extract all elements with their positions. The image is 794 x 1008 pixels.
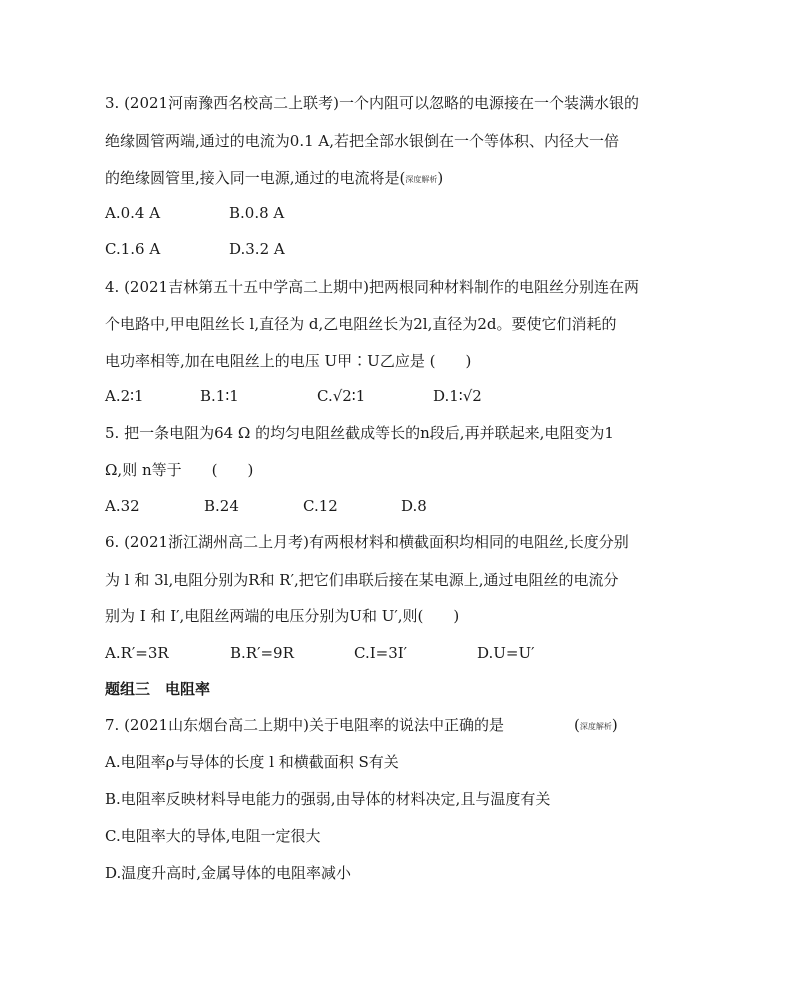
q5-line-1: 5. 把一条电阻为64 Ω 的均匀电阻丝截成等长的n段后,再并联起来,电阻变为1 — [105, 424, 614, 442]
q3-option-d: D.3.2 A — [229, 240, 285, 258]
q4-line-3: 电功率相等,加在电阻丝上的电压 U甲∶U乙应是 ( ) — [105, 352, 472, 370]
q4-line-1: 4. (2021吉林第五十五中学高二上期中)把两根同种材料制作的电阻丝分别连在两 — [105, 278, 639, 296]
q7-option-d: D.温度升高时,金属导体的电阻率减小 — [105, 864, 352, 882]
q7-line-1: 7. (2021山东烟台高二上期中)关于电阻率的说法中正确的是 — [105, 716, 504, 734]
q7-option-c: C.电阻率大的导体,电阻一定很大 — [105, 827, 321, 845]
q6-option-c: C.I=3I′ — [354, 644, 408, 662]
q4-option-b: B.1∶1 — [200, 387, 239, 405]
q5-option-b: B.24 — [204, 497, 239, 515]
q7-answer-slot — [574, 714, 618, 738]
q4-option-d: D.1∶√2 — [433, 387, 482, 405]
q7-open: ( — [574, 716, 580, 734]
q3-option-a: A.0.4 A — [105, 204, 161, 222]
q4-option-c: C.√2∶1 — [317, 387, 366, 405]
q4-option-a: A.2∶1 — [105, 387, 144, 405]
q3-line-2: 绝缘圆管两端,通过的电流为0.1 A,若把全部水银倒在一个等体积、内径大一倍 — [105, 132, 619, 150]
q6-line-3: 别为 I 和 I′,电阻丝两端的电压分别为U和 U′,则( ) — [105, 607, 460, 625]
q3-line-3-text: 的绝缘圆管里,接入同一电源,通过的电流将是( — [105, 169, 406, 187]
q3-line-1: 3. (2021河南豫西名校高二上联考)一个内阻可以忽略的电源接在一个装满水银的 — [105, 94, 639, 112]
section-heading: 题组三 电阻率 — [105, 680, 211, 698]
q5-option-c: C.12 — [303, 497, 338, 515]
q6-line-1: 6. (2021浙江湖州高二上月考)有两根材料和横截面积均相同的电阻丝,长度分别 — [105, 533, 629, 551]
q3-option-b: B.0.8 A — [229, 204, 285, 222]
q6-option-a: A.R′=3R — [105, 644, 169, 662]
q5-option-a: A.32 — [105, 497, 140, 515]
q7-tag: 深度解析 — [579, 722, 612, 731]
q3-option-c: C.1.6 A — [105, 240, 161, 258]
q3-tag: 深度解析 — [405, 175, 438, 184]
q4-line-2: 个电路中,甲电阻丝长 l,直径为 d,乙电阻丝长为2l,直径为2d。要使它们消耗的 — [105, 315, 617, 333]
q3-close: ) — [437, 169, 444, 187]
q6-line-2: 为 l 和 3l,电阻分别为R和 R′,把它们串联后接在某电源上,通过电阻丝的电流分 — [105, 571, 619, 589]
q5-line-2: Ω,则 n等于 ( ) — [105, 461, 254, 479]
q6-option-b: B.R′=9R — [230, 644, 294, 662]
q3-line-3 — [105, 167, 443, 191]
q7-option-a: A.电阻率ρ与导体的长度 l 和横截面积 S有关 — [105, 753, 399, 771]
q7-close: ) — [611, 716, 618, 734]
q7-option-b: B.电阻率反映材料导电能力的强弱,由导体的材料决定,且与温度有关 — [105, 790, 551, 808]
q6-option-d: D.U=U′ — [477, 644, 535, 662]
q5-option-d: D.8 — [401, 497, 427, 515]
